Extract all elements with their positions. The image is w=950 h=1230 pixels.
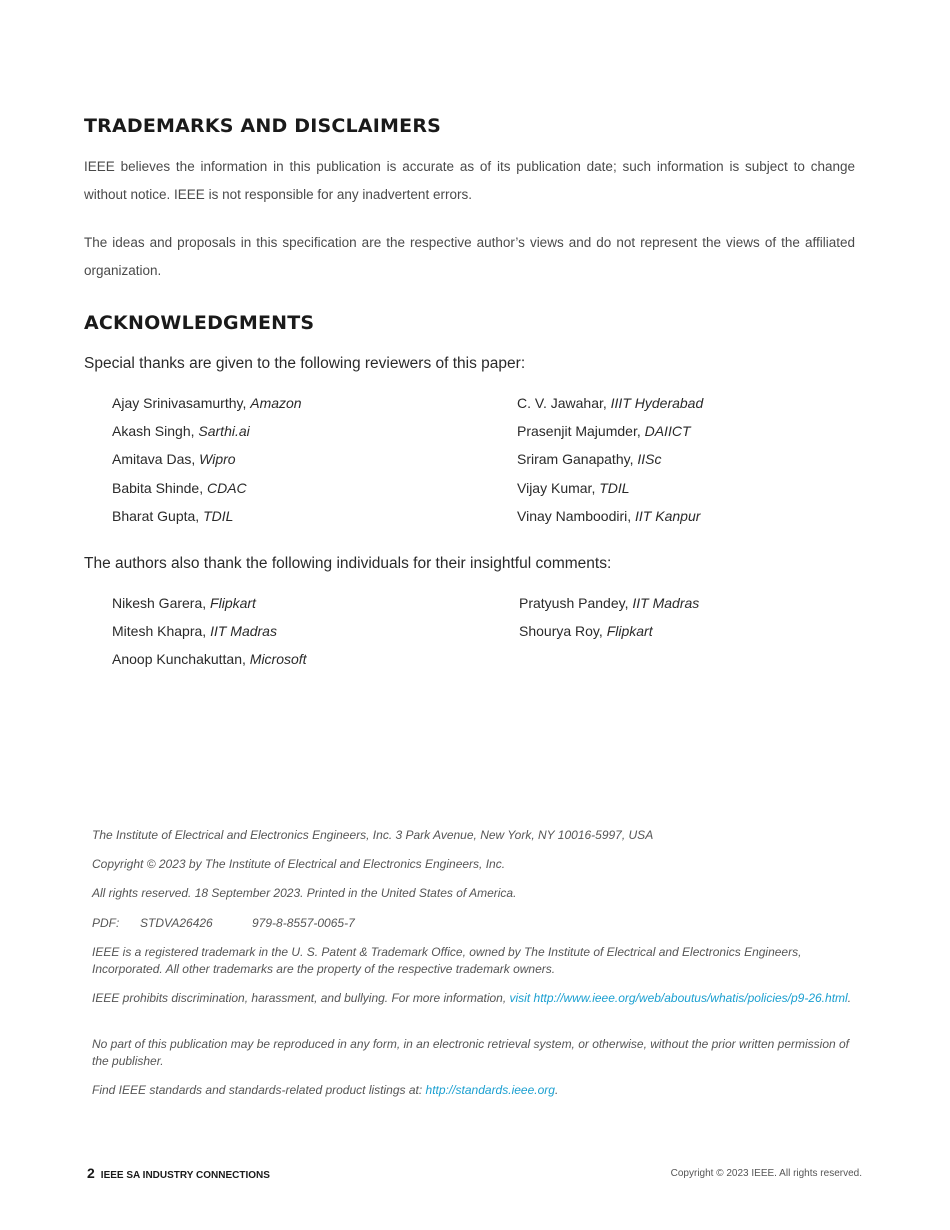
reviewer-org: Amazon	[250, 395, 302, 411]
list-item: C. V. Jawahar, IIIT Hyderabad	[517, 395, 704, 411]
standards-link[interactable]: http://standards.ieee.org	[425, 1083, 555, 1097]
reviewer-org: TDIL	[599, 479, 630, 496]
commenter-org: IIT Madras	[210, 623, 277, 640]
reviewer-name: Amitava Das	[112, 451, 192, 468]
page-number: 2	[87, 1165, 95, 1181]
list-item: Bharat Gupta, TDIL	[112, 507, 234, 524]
footer-left	[87, 1165, 270, 1181]
commenters-left-column	[112, 595, 307, 680]
reviewer-org: DAIICT	[644, 423, 691, 440]
imprint-policy	[92, 990, 852, 1007]
pdf-code: STDVA26426	[140, 916, 213, 930]
find-text: Find IEEE standards and standards-related product listings at:	[92, 1083, 426, 1097]
commenters-right-column	[519, 595, 699, 651]
reviewer-name: Bharat Gupta	[112, 507, 196, 524]
reviewers-right-column	[517, 395, 703, 536]
reviewer-org: Sarthi.ai	[198, 423, 250, 440]
list-item: Prasenjit Majumder, DAIICT	[517, 423, 691, 440]
find-end: .	[554, 1083, 559, 1097]
acknowledgments-heading: ACKNOWLEDGMENTS	[84, 312, 315, 334]
policy-end: .	[847, 991, 852, 1005]
reviewer-name: Vijay Kumar	[517, 479, 592, 496]
list-item: Anoop Kunchakuttan, Microsoft	[112, 651, 307, 668]
commenter-name: Nikesh Garera	[112, 595, 203, 611]
reviewer-name: Ajay Srinivasamurthy	[112, 395, 243, 411]
reviewer-name: C. V. Jawahar	[517, 395, 603, 411]
reviewer-name: Sriram Ganapathy	[517, 451, 630, 468]
commenter-name: Mitesh Khapra	[112, 623, 203, 640]
list-item: Ajay Srinivasamurthy, Amazon	[112, 395, 302, 411]
footer-copyright: Copyright © 2023 IEEE. All rights reserved.	[670, 1168, 862, 1179]
commenter-name: Pratyush Pandey	[519, 595, 625, 611]
commenter-org: IIT Madras	[632, 595, 700, 611]
imprint-find-standards	[92, 1082, 852, 1099]
trademarks-heading: TRADEMARKS AND DISCLAIMERS	[84, 115, 442, 137]
list-item: Vinay Namboodiri, IIT Kanpur	[517, 507, 701, 524]
imprint-pdf-line	[92, 915, 852, 932]
commenter-name: Shourya Roy	[519, 623, 599, 640]
list-item: Amitava Das, Wipro	[112, 451, 236, 468]
list-item: Vijay Kumar, TDIL	[517, 479, 630, 496]
imprint-rights: All rights reserved. 18 September 2023. Printed in the United States of America.	[92, 886, 517, 900]
series-title: IEEE SA INDUSTRY CONNECTIONS	[100, 1170, 270, 1181]
commenter-org: Flipkart	[606, 623, 653, 640]
imprint-reproduction: No part of this publication may be reproduced in any form, in an electronic retrieval system, or otherwise, without the prior written permission of the publisher.	[92, 1037, 850, 1068]
list-item: Sriram Ganapathy, IISc	[517, 451, 662, 468]
reviewer-org: TDIL	[203, 507, 234, 524]
isbn: 979-8-8557-0065-7	[252, 916, 355, 930]
reviewer-org: CDAC	[206, 479, 247, 496]
policy-link[interactable]: visit http://www.ieee.org/web/aboutus/whatis/policies/p9-26.html	[509, 991, 848, 1005]
reviewer-org: IIT Kanpur	[635, 507, 701, 524]
reviewer-name: Vinay Namboodiri	[517, 507, 628, 524]
imprint-trademark-notice: IEEE is a registered trademark in the U. S. Patent & Trademark Office, owned by The Institute of Electrical and Electronics Engineers, Incorporated. All other trademarks are the property of the respective trademark owners.	[92, 945, 802, 976]
reviewers-left-column	[112, 395, 302, 536]
reviewer-name: Prasenjit Majumder	[517, 423, 637, 440]
list-item: Akash Singh, Sarthi.ai	[112, 423, 250, 440]
imprint-address: The Institute of Electrical and Electronics Engineers, Inc. 3 Park Avenue, New York, NY 10016-5997, USA	[92, 828, 654, 842]
pdf-label: PDF:	[92, 916, 120, 930]
trademarks-paragraph-1: IEEE believes the information in this publication is accurate as of its publication date; such information is subject to change without notice. IEEE is not responsible for any inadvertent errors.	[84, 159, 855, 202]
reviewer-name: Akash Singh	[112, 423, 191, 440]
reviewer-org: Wipro	[199, 451, 236, 468]
commenter-org: Flipkart	[210, 595, 256, 611]
reviewer-org: IIIT Hyderabad	[610, 395, 704, 411]
policy-text: IEEE prohibits discrimination, harassment, and bullying. For more information,	[92, 991, 510, 1005]
reviewer-name: Babita Shinde	[112, 479, 200, 496]
list-item: Pratyush Pandey, IIT Madras	[519, 595, 700, 611]
reviewer-org: IISc	[637, 451, 662, 468]
list-item: Babita Shinde, CDAC	[112, 479, 247, 496]
reviewers-intro: Special thanks are given to the following reviewers of this paper:	[84, 355, 526, 372]
list-item: Nikesh Garera, Flipkart	[112, 595, 256, 611]
list-item: Shourya Roy, Flipkart	[519, 623, 653, 640]
trademarks-paragraph-2: The ideas and proposals in this specification are the respective author’s views and do not represent the views of the affiliated organization.	[84, 235, 855, 278]
commenters-intro: The authors also thank the following individuals for their insightful comments:	[84, 555, 612, 572]
imprint-copyright: Copyright © 2023 by The Institute of Electrical and Electronics Engineers, Inc.	[92, 857, 506, 871]
commenter-name: Anoop Kunchakuttan	[112, 651, 242, 668]
commenter-org: Microsoft	[249, 651, 307, 668]
list-item: Mitesh Khapra, IIT Madras	[112, 623, 277, 640]
